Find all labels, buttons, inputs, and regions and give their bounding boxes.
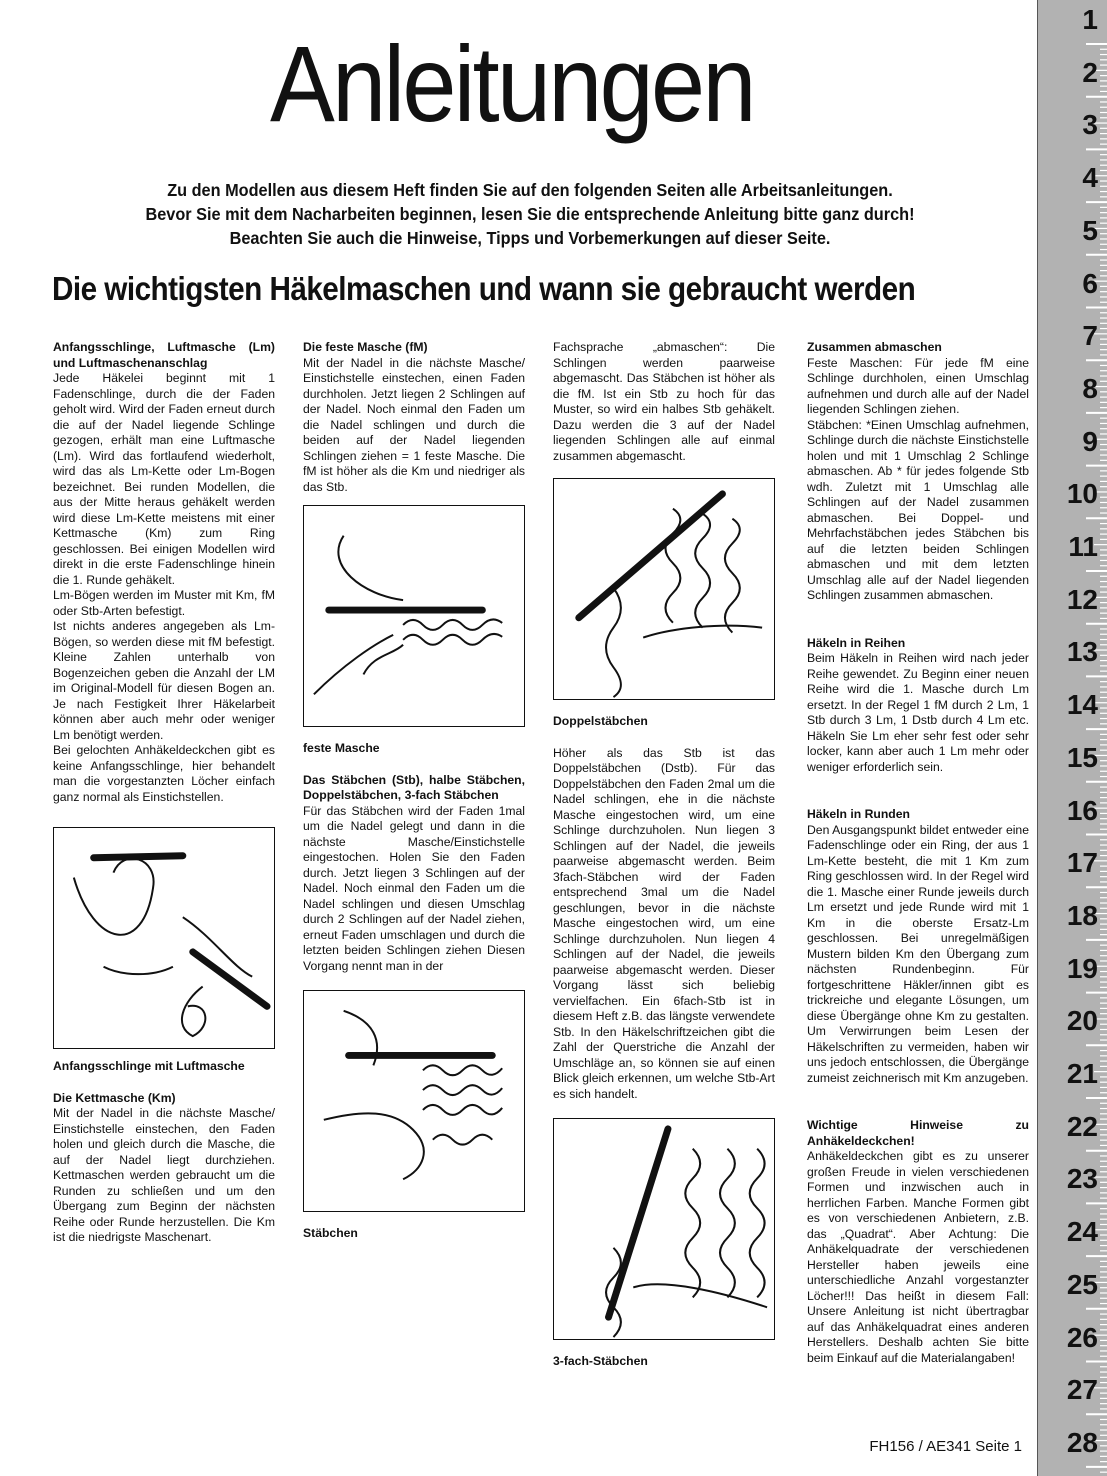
page-title: Anleitungen	[270, 23, 754, 144]
figure-anfangsschlinge	[53, 827, 275, 1049]
column-4	[807, 340, 1029, 1366]
para-anfangsschlinge: Jede Häkelei beginnt mit 1 Fadenschlinge, durch die der Faden geholt wird. Wird der Faden erneut durch die auf der Nadel liegende Schlinge gezogen, erhält man eine Luftmasche (Lm). Wird das fortlaufend wiederholt, wird das als Lm-Kette oder Lm-Bogen bezeichnet. Bei runden Modellen, die aus der Mitte heraus gehäkelt werden wird diese Lm-Kette meistens mit einer Kettmasche (Km) zum Ring geschlossen. Bei einigen Modellen wird direkt in die erste Fadenschlinge hinein die 1. Runde gehäkelt.	[53, 371, 275, 587]
ruler-number: 23	[1066, 1163, 1098, 1195]
ruler-number: 2	[1082, 56, 1098, 88]
page-footer: FH156 / AE341 Seite 1	[869, 1438, 1022, 1455]
ruler-number: 16	[1066, 794, 1098, 826]
figure-doppelstaebchen	[553, 478, 775, 700]
para-feste-masche: Mit der Nadel in die nächste Masche/ Einstichstelle einstechen, einen Faden durchholen. Jetzt liegen 2 Schlingen auf der Nadel. Noch einmal den Faden um die Nadel schlingen und durch die beiden auf der Nadel liegenden Schlingen ziehen = 1 feste Masche. Die fM ist höher als die Km und niedriger als das Stb.	[303, 355, 525, 494]
column-3	[553, 340, 775, 1370]
para-staebchen-abmaschen: Stäbchen: *Einen Umschlag aufnehmen, Schlinge durch die nächste Einstichstelle holen und mit 1 Umschlag 2 Schlinge abmaschen. Ab * für jedes folgende Stb wdh. Zuletzt mit 1 Umschlag alle Schlingen auf der Nadel zusammen abmaschen. Bei Doppel- und Mehrfachstäbchen jedes Stäbchen bis auf die letzten beiden Schlingen abmaschen und mit dem letzten Umschlag alle auf der Nadel liegenden Schlingen zusammen abmaschen.	[807, 417, 1029, 602]
para-staebchen: Für das Stäbchen wird der Faden 1mal um die Nadel gelegt und dann in die nächste Masche/Einstichstelle eingestochen. Holen Sie den Faden durch. Jetzt liegen 3 Schlingen auf der Nadel. Noch einmal den Faden um die Nadel schlingen und diesen Umschlag durch 2 Schlingen auf der Nadel ziehen, erneut Faden umschlagen und durch die letzten beiden Schlingen ziehen Diesen Vorgang nennt man in der	[303, 803, 525, 973]
section-subtitle: Die wichtigsten Häkelmaschen und wann sie gebraucht werden	[52, 270, 916, 307]
ruler-number: 12	[1066, 583, 1098, 615]
ruler-number: 8	[1082, 372, 1098, 404]
caption-feste-masche: feste Masche	[303, 741, 380, 755]
ruler-number: 18	[1066, 899, 1098, 931]
measuring-ruler	[1037, 0, 1107, 1476]
intro-line-2: Bevor Sie mit dem Nacharbeiten beginnen, lesen Sie die entsprechende Anleitung bitte ganz durch!	[145, 204, 915, 224]
caption-staebchen: Stäbchen	[303, 1226, 358, 1240]
figure-staebchen	[303, 990, 525, 1212]
intro-line-3: Beachten Sie auch die Hinweise, Tipps und Vorbemerkungen auf dieser Seite.	[229, 228, 831, 248]
heading-haekeln-runden: Häkeln in Runden	[807, 807, 910, 821]
figure-feste-masche	[303, 505, 525, 727]
ruler-number: 28	[1066, 1426, 1098, 1458]
para-haekeln-runden: Den Ausgangspunkt bildet entweder eine Fadenschlinge oder ein Ring, der aus 1 Lm-Kette besteht, die mit 1 Km zum Ring geschlossen wird. In der Regel wird die 1. Masche einer Runde jeweils durch Lm ersetzt und jede Runde wird mit 1 Km in die oberste Ersatz-Lm geschlossen. Bei unregelmäßigen Mustern bilden Km den Übergang zum nächsten Rundenbeginn. Für fortgeschrittene Häkler/innen gibt es trickreiche und elegante Lösungen, um diese Übergänge ohne Km zu gestalten. Um Verwirrungen beim Lesen der Häkelschriften zu vermeiden, haben wir uns jedoch entschlossen, die Übergänge zumeist zeichnerisch mit Km anzugeben.	[807, 822, 1029, 1085]
ruler-number: 15	[1066, 741, 1098, 773]
column-2	[303, 340, 525, 1242]
ruler-number: 4	[1082, 162, 1098, 194]
ruler-number: 25	[1066, 1268, 1098, 1300]
para-hinweise: Anhäkeldeckchen gibt es zu unserer großen Freude in vielen verschiedenen Formen und inzwischen auch in herrlichen Farben. Manche Formen gibt es von verschiedenen Anbietern, z.B. das „Quadrat“. Aber Achtung: Die Anhäkelquadrate der verschiedenen Hersteller haben jeweils eine unterschiedliche Anzahl vorgestanzter Löcher!!! Das heißt in diesem Fall: Unsere Anleitung ist nicht übertragbar auf das Anhäkelquadrat eines anderen Herstellers. Deshalb achten Sie bitte beim Einkauf auf die Materialangaben!	[807, 1149, 1029, 1365]
para-doppelstaebchen: Höher als das Stb ist das Doppelstäbchen (Dstb). Für das Doppelstäbchen den Faden 2mal um die Nadel schlingen, ehe in die nächste Masche eingestochen wird, um eine Schlinge durchzuholen. Nun liegen 3 Schlingen auf der Nadel, die jeweils paarweise abgemascht werden. Beim 3fach-Stäbchen wird der Faden entsprechend 3mal um die Nadel geschlungen, bevor in die nächste Masche eingestochen wird, um eine Schlinge durchzuholen. Nun liegen 4 Schlingen auf der Nadel, die jeweils paarweise abgemascht werden. Dieser Vorgang lässt sich beliebig vervielfachen. Ein 6fach-Stb ist in diesem Heft z.B. das längste verwendete Stb. In den Häkelschriftzeichen gibt die Zahl der Querstriche die Anzahl der Umschläge an, so können sie auf einen Blick gleich erkennen, um welche Stb-Art es sich handelt.	[553, 745, 775, 1101]
para-lm-boegen-2: Ist nichts anderes angegeben als Lm-Bögen, so werden diese mit fM befestigt. Kleine Zahlen unterhalb von Bogenzeichen geben die Anzahl der LM im Original-Modell für diesen Bogen an. Je nach Festigkeit Ihrer Häkelarbeit können aber auch mehr oder weniger Lm benötigt werden.	[53, 619, 275, 742]
heading-feste-masche: Die feste Masche (fM)	[303, 340, 428, 354]
intro-line-1: Zu den Modellen aus diesem Heft finden Sie auf den folgenden Seiten alle Arbeitsanleitungen.	[167, 180, 893, 200]
heading-anfangsschlinge: Anfangsschlinge, Luftmasche (Lm) und Luftmaschenanschlag	[53, 340, 275, 370]
para-haekeln-reihen: Beim Häkeln in Reihen wird nach jeder Reihe gewendet. Zu Beginn einer neuen Reihe wird die 1. Masche durch Lm ersetzt. In der Regel 1 fM durch 2 Lm, 1 Stb durch 3 Lm, 1 Dstb durch 4 Lm etc. Häkeln Sie Lm eher sehr fest oder sehr locker, kann aber auch 1 Lm mehr oder weniger erforderlich sein.	[807, 651, 1029, 774]
heading-zusammen-abmaschen: Zusammen abmaschen	[807, 340, 942, 354]
ruler-number: 26	[1066, 1321, 1098, 1353]
heading-haekeln-reihen: Häkeln in Reihen	[807, 635, 906, 650]
para-kettmasche: Mit der Nadel in die nächste Masche/ Einstichstelle einstechen, den Faden holen und gleich durch die Masche, die auf der Nadel liegt durchziehen. Kettmaschen werden gebraucht um die Runden zu schließen und um den Übergang zum Beginn der nächsten Reihe oder Runde herzustellen. Die Km ist die niedrigste Maschenart.	[53, 1106, 275, 1244]
para-anhaekeldeckchen: Bei gelochten Anhäkeldeckchen gibt es keine Anfangsschlinge, hier behandelt man die vorgestanzten Löcher einfach ganz normal als Einstichstellen.	[53, 743, 275, 804]
intro-text	[30, 178, 1030, 250]
ruler-number: 20	[1066, 1005, 1098, 1037]
caption-anfangsschlinge: Anfangsschlinge mit Luftmasche	[53, 1059, 245, 1073]
ruler-number: 5	[1082, 214, 1098, 246]
heading-kettmasche: Die Kettmasche (Km)	[53, 1090, 176, 1105]
heading-staebchen: Das Stäbchen (Stb), halbe Stäbchen, Doppelstäbchen, 3-fach Stäbchen	[303, 772, 525, 802]
ruler-number: 3	[1082, 109, 1098, 141]
ruler-number: 24	[1066, 1216, 1098, 1248]
figure-3-fach-staebchen	[553, 1118, 775, 1340]
ruler-number: 22	[1066, 1110, 1098, 1142]
ruler-number: 17	[1066, 847, 1098, 879]
ruler-number: 27	[1066, 1374, 1098, 1406]
ruler-number: 21	[1066, 1058, 1098, 1089]
ruler-number: 19	[1066, 952, 1098, 984]
ruler-number: 10	[1066, 478, 1098, 510]
caption-3-fach-staebchen: 3-fach-Stäbchen	[553, 1354, 648, 1368]
ruler-number: 14	[1066, 689, 1098, 721]
ruler-number: 1	[1082, 4, 1098, 35]
para-feste-maschen: Feste Maschen: Für jede fM eine Schlinge durchholen, einen Umschlag aufnehmen und durch alle auf der Nadel liegenden Schlingen ziehen.	[807, 355, 1029, 416]
caption-doppelstaebchen: Doppelstäbchen	[553, 714, 648, 728]
heading-hinweise: Wichtige Hinweise zu Anhäkeldeckchen!	[807, 1118, 1029, 1148]
ruler-number: 13	[1066, 636, 1098, 668]
para-lm-boegen: Lm-Bögen werden im Muster mit Km, fM oder Stb-Arten befestigt.	[53, 588, 275, 618]
column-1	[53, 340, 275, 1246]
para-abmaschen: Fachsprache „abmaschen“: Die Schlingen werden paarweise abgemascht. Das Stäbchen ist höher als die fM. Ist ein Stb zu hoch für das Muster, so wird ein halbes Stb gehäkelt. Dazu werden die 3 auf der Nadel liegenden Schlingen alle auf einmal zusammen abgemascht.	[553, 340, 775, 463]
ruler-number: 9	[1082, 425, 1098, 457]
ruler-number: 6	[1082, 267, 1098, 299]
ruler-number: 7	[1082, 320, 1098, 352]
ruler-number: 11	[1068, 531, 1098, 562]
